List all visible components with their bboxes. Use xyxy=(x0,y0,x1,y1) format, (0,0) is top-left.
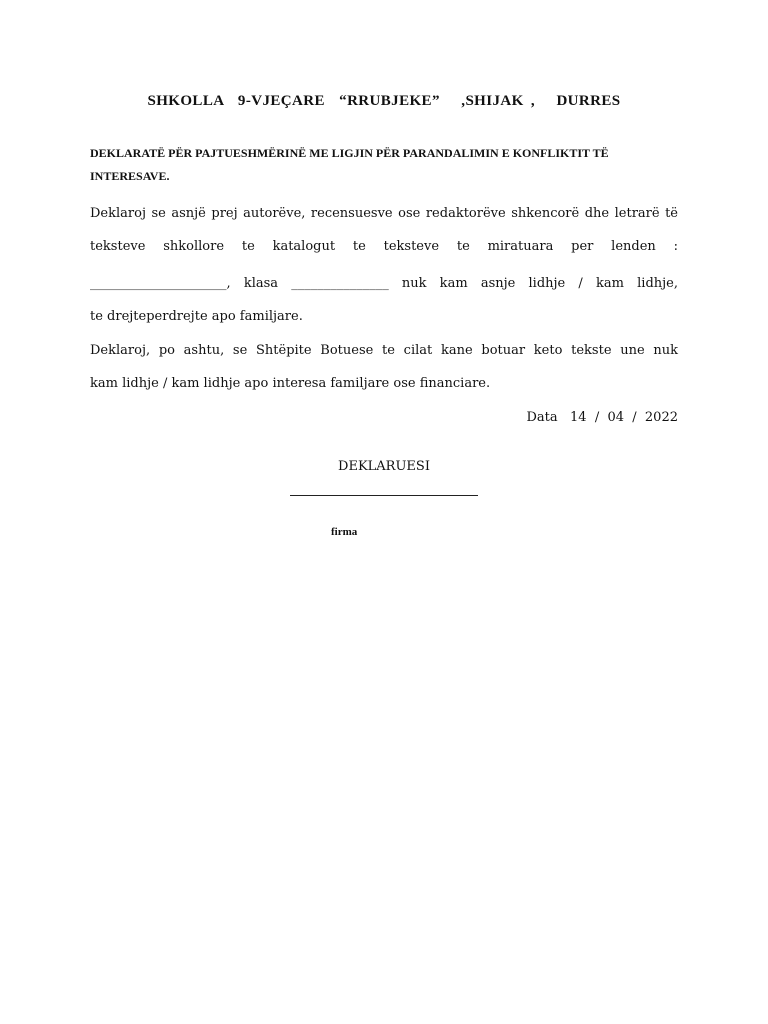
paragraph-line: kam lidhje / kam lidhje apo interesa familjare ose financiare. xyxy=(90,376,491,391)
paragraph-line: Deklaroj, po ashtu, se Shtëpite Botuese te cilat kane botuar keto tekste une nuk xyxy=(90,343,678,358)
school-title: SHKOLLA 9-VJEÇARE “RRUBJEKE” ,SHIJAK , DURRES xyxy=(147,93,621,109)
declaration-date: Data 14 / 04 / 2022 xyxy=(526,410,678,425)
declarant-label: DEKLARUESI xyxy=(338,459,430,474)
paragraph-line: te drejteperdrejte apo familjare. xyxy=(90,309,303,324)
paragraph-line: Deklaroj se asnjë prej autorëve, recensuesve ose redaktorëve shkencorë dhe letrarë të xyxy=(90,206,678,221)
signature-label: firma xyxy=(331,526,358,538)
signature-line xyxy=(290,495,478,496)
declaration-heading: DEKLARATË PËR PAJTUESHMËRINË ME LIGJIN PËR PARANDALIMIN E KONFLIKTIT TË INTERESAVE. xyxy=(90,146,609,183)
paragraph-line: _____________________, klasa _______________ nuk kam asnje lidhje / kam lidhje, xyxy=(90,276,678,291)
paragraph-line: teksteve shkollore te katalogut te teksteve te miratuara per lenden : xyxy=(90,239,678,254)
